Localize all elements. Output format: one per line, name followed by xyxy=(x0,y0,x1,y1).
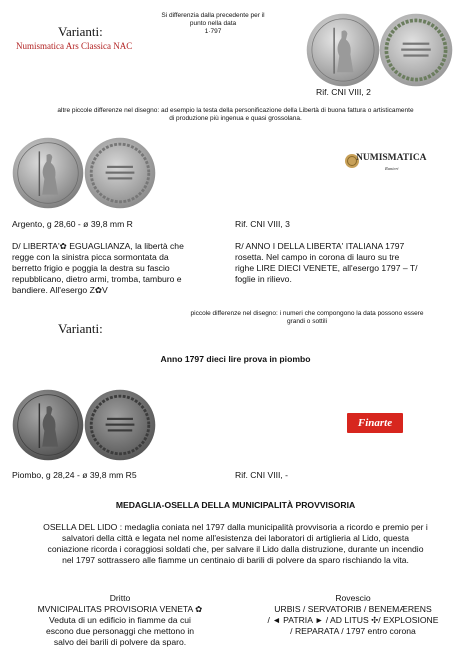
coin-obverse-image xyxy=(12,389,84,461)
reverse-description: R/ ANNO I DELLA LIBERTA' ITALIANA 1797 rosetta. Nel campo in corona di lauro su tre righe LIRE DIECI VENETE, all'esergo 1797 – T/ foglie in rilievo. xyxy=(235,241,418,284)
varianti-label-1: Varianti: xyxy=(58,24,103,39)
heading-prova-piombo: Anno 1797 dieci lire prova in piombo xyxy=(160,354,311,364)
dritto-block: Dritto MVNICIPALITAS PROVISORIA VENETA ✿ Veduta di un edificio in fiamme da cui escono due personaggi che mettono in salvo dei barili di polvere da sparo. xyxy=(10,593,230,648)
coin-obverse-image xyxy=(306,13,380,87)
source-nac: Numismatica Ars Classica NAC xyxy=(16,41,133,51)
ref-cni-3: Rif. CNI VIII, 3 xyxy=(235,219,290,229)
note-punto-data: Si differenzia dalla precedente per il punto nella data 1·797 xyxy=(161,12,265,35)
numismatica-logo: NUMISMATICA Ranieri xyxy=(343,149,409,175)
metal-argento: Argento, g 28,60 - ø 39,8 mm R xyxy=(12,219,133,229)
ref-cni-2: Rif. CNI VIII, 2 xyxy=(316,87,371,97)
coin-reverse-image xyxy=(84,137,156,209)
obverse-description: D/ LIBERTA'✿ EGUAGLIANZA, la libertà che regge con la sinistra picca sormontata da berretto frigio e poggia la destra su fascio repubblicano, dietro armi, tromba, tamburo e bandiere. All'esergo Z✿V xyxy=(12,241,184,295)
finarte-logo: Finarte xyxy=(347,413,403,433)
coin-reverse-image xyxy=(84,389,156,461)
dritto-title: Dritto xyxy=(109,593,131,603)
rovescio-block: Rovescio URBIS / SERVATORIB / BENEMÆRENS / ◄ PATRIA ► / AD LITUS ✣/ EXPLOSIONE / REPARATA / 1797 entro corona xyxy=(240,593,466,637)
ref-cni-none: Rif. CNI VIII, - xyxy=(235,470,288,480)
heading-medaglia-osella: MEDAGLIA-OSELLA DELLA MUNICIPALITÀ PROVVISORIA xyxy=(115,500,356,510)
metal-piombo: Piombo, g 28,24 - ø 39,8 mm R5 xyxy=(12,470,137,480)
coin-reverse-image xyxy=(379,13,453,87)
varianti-label-2: Varianti: xyxy=(58,321,103,336)
coin-obverse-image xyxy=(12,137,84,209)
note-numeri-data: piccole differenze nel disegno: i numeri che compongono la data possono essere grandi o sottili xyxy=(190,310,424,325)
rovescio-title: Rovescio xyxy=(335,593,371,603)
osella-paragraph: OSELLA DEL LIDO : medaglia coniata nel 1797 dalla municipalità provvisoria a ricordo e premio per i salvatori della città e legata nel nome all'esistenza dei laboratori di artiglieria al Lido, questa coniazione ricorda i coraggiosi soldati che, per salvare il Lido dalla distruzione, durante un incendio nel 1797 sottrassero alle fiamme un centinaio di barili di polvere da sparo rischiando la vita. xyxy=(43,522,428,565)
note-altre-differenze: altre piccole differenze nel disegno: ad esempio la testa della personificazione della Libertà di buona fattura o artisticamente di produzione più ingenua e quasi grossolana. xyxy=(57,107,414,122)
